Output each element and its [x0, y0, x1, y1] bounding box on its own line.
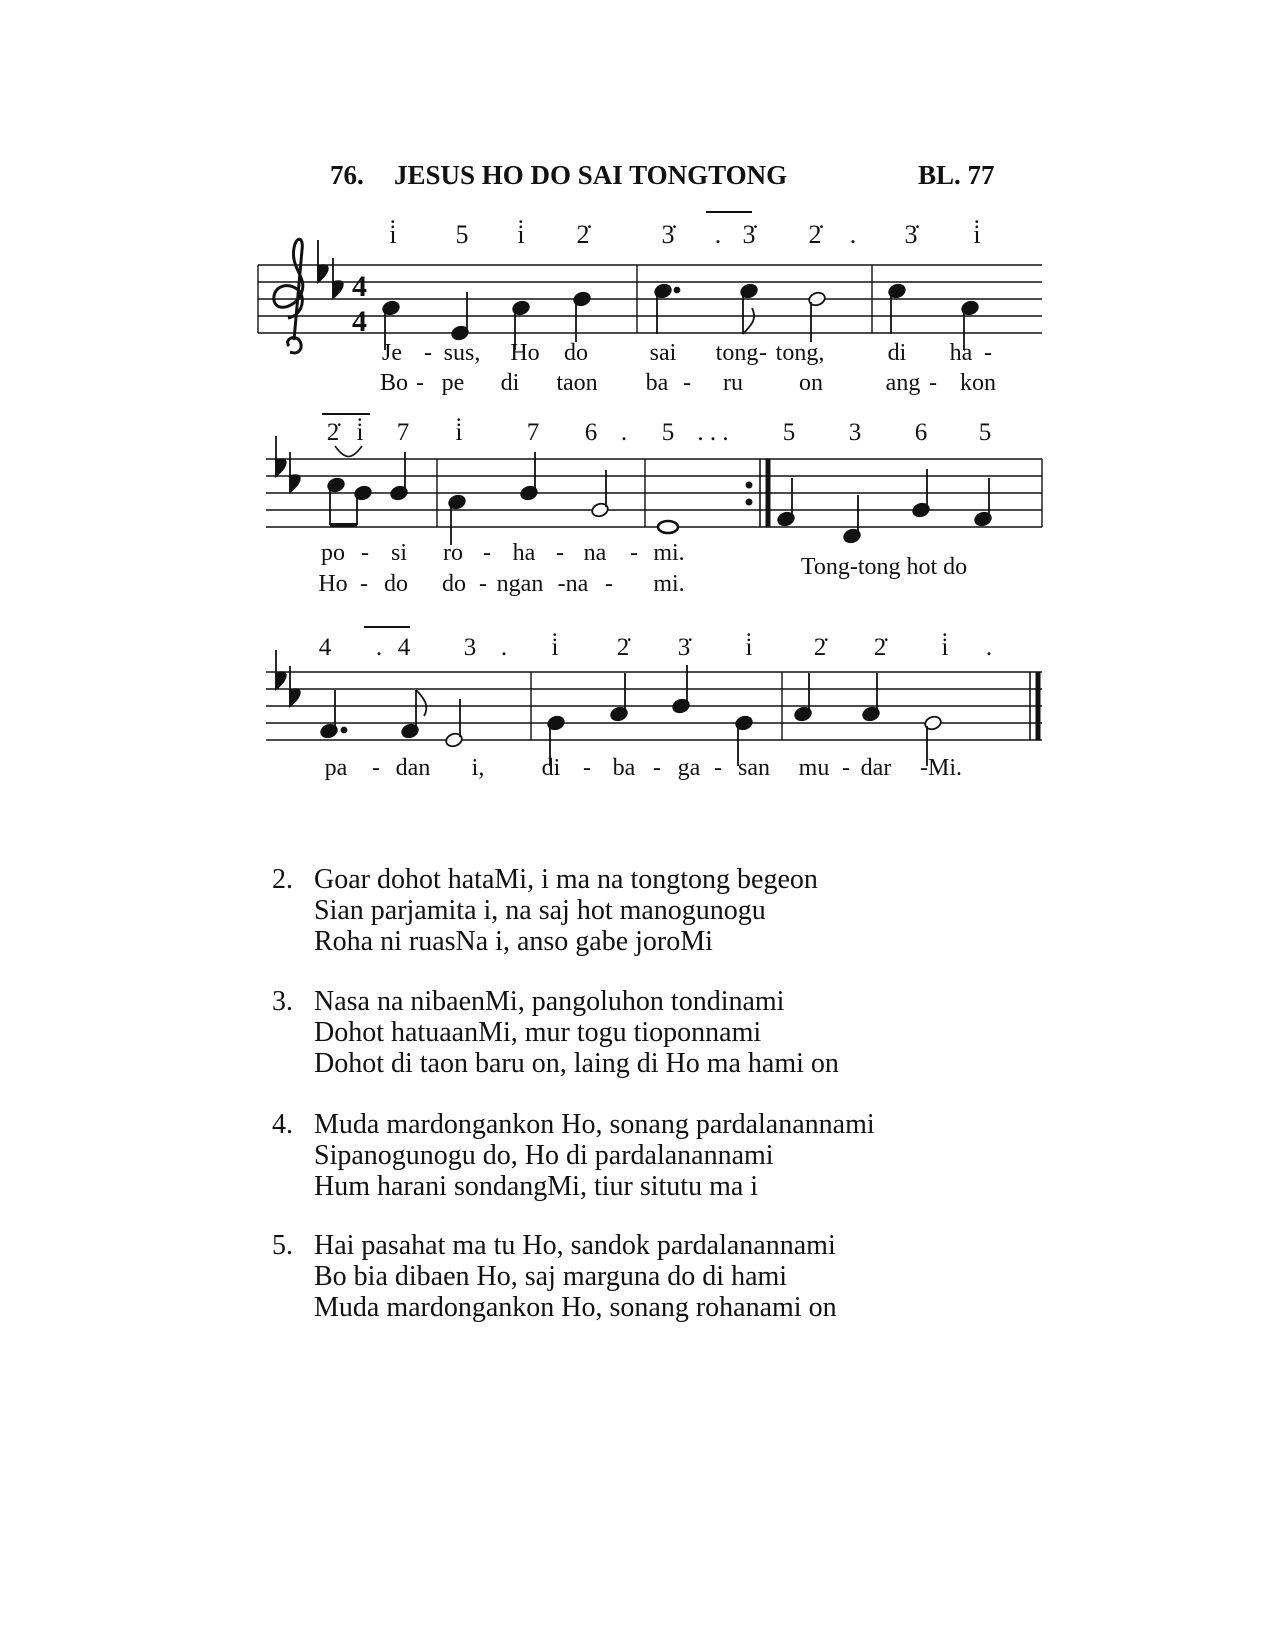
svg-text:ngan: ngan [496, 571, 544, 597]
verse-number: 4. [272, 1109, 293, 1140]
svg-text:ro: ro [443, 540, 463, 566]
key-signature-icon [276, 436, 300, 492]
svg-text:-: - [605, 571, 613, 597]
svg-text:na: na [583, 540, 607, 566]
solfa-note: 3̇ [742, 220, 756, 249]
solfa-note: i̇ [389, 220, 397, 249]
solfa-note: . [375, 634, 383, 661]
solfa-note: 3 [848, 419, 862, 446]
verse-line: Muda mardongankon Ho, sonang pardalanannami [314, 1109, 875, 1140]
notes-system-3 [319, 665, 1038, 766]
solfa-note: . [500, 634, 508, 661]
svg-text:ha: ha [512, 540, 536, 566]
lyrics-system-1 [380, 340, 996, 396]
key-signature-icon [318, 240, 343, 298]
verse-line: Goar dohot hataMi, i ma na tongtong begeon [314, 864, 818, 895]
svg-text:ang: ang [885, 370, 921, 396]
solfa-system-2 [327, 418, 992, 446]
solfa-note: 7 [526, 419, 540, 446]
svg-text:4: 4 [352, 305, 367, 338]
svg-text:mu: mu [798, 755, 830, 781]
svg-text:-: - [842, 755, 850, 781]
svg-text:ga: ga [677, 755, 701, 781]
solfa-note: 2̇ [326, 419, 340, 446]
solfa-note: 5 [455, 220, 469, 249]
verse-line: Sian parjamita i, na saj hot manogunogu [314, 895, 766, 926]
verse-line: Nasa na nibaenMi, pangoluhon tondinami [314, 986, 785, 1017]
verse-line: Roha ni ruasNa i, anso gabe joroMi [314, 926, 713, 957]
refrain-text: Tong-tong hot do [800, 554, 968, 580]
solfa-note: . [620, 419, 628, 446]
svg-text:pa: pa [324, 755, 348, 781]
staff-system-3 [266, 627, 1042, 781]
svg-text:po: po [321, 540, 345, 566]
svg-text:on: on [799, 370, 823, 396]
solfa-note: i̇ [455, 419, 463, 446]
verse-number: 3. [272, 986, 293, 1017]
solfa-note: 3̇ [904, 220, 918, 249]
svg-text:-: - [479, 571, 487, 597]
svg-text:kon: kon [960, 370, 996, 396]
svg-text:di: di [500, 370, 520, 396]
verse-number: 2. [272, 864, 293, 895]
svg-text:ba: ba [612, 755, 636, 781]
solfa-note: 4 [318, 634, 332, 661]
svg-text:-: - [424, 340, 432, 366]
svg-text:mi.: mi. [653, 571, 685, 597]
svg-text:-: - [416, 370, 424, 396]
svg-text:ha: ha [949, 340, 973, 366]
svg-text:-: - [683, 370, 691, 396]
svg-text:-: - [714, 755, 722, 781]
svg-text:dar: dar [860, 755, 892, 781]
verse-line: Muda mardongankon Ho, sonang rohanami on [314, 1292, 837, 1323]
svg-text:-: - [929, 370, 937, 396]
svg-text:ru: ru [723, 370, 743, 396]
svg-text:-: - [653, 755, 661, 781]
svg-text:sus,: sus, [443, 340, 481, 366]
svg-text:sai: sai [649, 340, 677, 366]
key-signature-icon [276, 650, 300, 706]
svg-text:Ho: Ho [510, 340, 540, 366]
treble-clef-icon [274, 239, 303, 353]
notes-system-2 [326, 452, 1042, 545]
solfa-note: i̇ [356, 419, 364, 446]
solfa-note: 2̇ [616, 634, 630, 661]
svg-text:do: do [442, 571, 466, 597]
svg-text:di: di [541, 755, 561, 781]
verse-line: Sipanogunogu do, Ho di pardalanannami [314, 1140, 774, 1171]
solfa-note: 2̇ [813, 634, 827, 661]
staff-lines [266, 459, 1042, 527]
lyrics-system-2 [318, 540, 967, 597]
verse-line: Dohot di taon baru on, laing di Ho ma hami on [314, 1048, 839, 1079]
lyrics-system-3 [325, 755, 962, 781]
solfa-note: . [714, 220, 722, 249]
solfa-note: 3̇ [677, 634, 691, 661]
verse-number: 5. [272, 1230, 293, 1261]
hymn-number: 76. [330, 160, 364, 190]
staff-system-2 [266, 414, 1042, 597]
solfa-note: 5 [978, 419, 992, 446]
solfa-note: 5 [782, 419, 796, 446]
svg-text:mi.: mi. [653, 540, 685, 566]
svg-text:-Mi.: -Mi. [920, 755, 962, 781]
svg-text:i,: i, [471, 755, 485, 781]
svg-text:-: - [361, 540, 369, 566]
solfa-system-3 [319, 633, 992, 661]
svg-text:ba: ba [645, 370, 669, 396]
svg-text:-: - [372, 755, 380, 781]
svg-text:4: 4 [352, 270, 367, 303]
solfa-note: 2̇ [808, 220, 822, 249]
svg-text:san: san [738, 755, 770, 781]
svg-text:-: - [984, 340, 992, 366]
solfa-note: . [985, 634, 993, 661]
svg-text:tong,: tong, [775, 340, 825, 366]
verse-line: Dohot hatuaanMi, mur togu tioponnami [314, 1017, 762, 1048]
svg-text:Bo: Bo [379, 370, 409, 396]
svg-text:do: do [564, 340, 588, 366]
solfa-note: 6 [584, 419, 598, 446]
solfa-note: 5 [661, 419, 675, 446]
verse-line: Hai pasahat ma tu Ho, sandok pardalanannami [314, 1230, 836, 1261]
solfa-system-1 [389, 220, 980, 249]
svg-text:do: do [384, 571, 408, 597]
svg-text:-: - [360, 571, 368, 597]
svg-text:-na: -na [557, 571, 589, 597]
svg-text:pe: pe [441, 370, 465, 396]
solfa-note: 4 [397, 634, 411, 661]
svg-text:-: - [583, 755, 591, 781]
solfa-note: i̇ [517, 220, 525, 249]
solfa-note: 2̇ [873, 634, 887, 661]
solfa-note: . . . [697, 419, 729, 446]
svg-text:-: - [556, 540, 564, 566]
solfa-note: i̇ [973, 220, 981, 249]
hymn-reference: BL. 77 [918, 160, 995, 190]
staff-lines [258, 265, 1042, 333]
svg-text:-: - [759, 340, 767, 366]
solfa-note: 3̇ [661, 220, 675, 249]
solfa-note: 2̇ [576, 220, 590, 249]
solfa-note: . [849, 220, 857, 249]
svg-text:-: - [483, 540, 491, 566]
svg-text:tong: tong [715, 340, 759, 366]
staff-system-1 [258, 212, 1042, 396]
time-signature [352, 270, 367, 338]
solfa-note: 7 [396, 419, 410, 446]
verse-line: Bo bia dibaen Ho, saj marguna do di hami [314, 1261, 788, 1292]
notes-system-1 [381, 265, 979, 350]
svg-text:dan: dan [395, 755, 431, 781]
slur [335, 446, 362, 457]
hymn-title: JESUS HO DO SAI TONGTONG [394, 160, 788, 190]
solfa-note: 6 [914, 419, 928, 446]
solfa-note: i̇ [551, 634, 559, 661]
solfa-note: i̇ [941, 634, 949, 661]
svg-text:taon: taon [556, 370, 598, 396]
svg-text:si: si [390, 540, 408, 566]
svg-text:Je: Je [382, 340, 402, 366]
verse-line: Hum harani sondangMi, tiur situtu ma i [314, 1171, 759, 1202]
svg-text:di: di [887, 340, 907, 366]
svg-text:Ho: Ho [318, 571, 348, 597]
solfa-note: i̇ [745, 634, 753, 661]
solfa-note: 3 [463, 634, 477, 661]
staff-lines [266, 672, 1042, 740]
svg-text:-: - [630, 540, 638, 566]
